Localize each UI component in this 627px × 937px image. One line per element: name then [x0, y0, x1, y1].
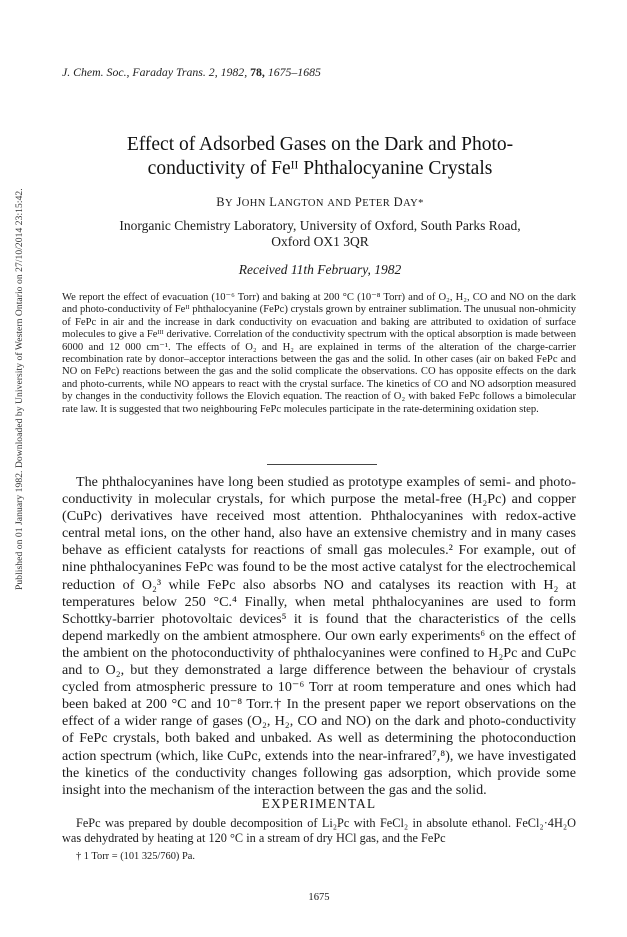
affiliation-line-2: Oxford OX1 3QR — [271, 234, 369, 249]
journal-citation — [62, 65, 321, 80]
paper-title — [70, 133, 570, 181]
journal-year: 1982, — [220, 65, 248, 79]
affiliation-line-1: Inorganic Chemistry Laboratory, University of Oxford, South Parks Road, — [119, 218, 521, 233]
download-watermark — [2, 120, 25, 600]
experimental-section — [62, 816, 576, 845]
journal-pages: 1675–1685 — [267, 65, 321, 79]
journal-volume: 78, — [250, 65, 265, 79]
author-1: JOHN LANGTON — [236, 195, 324, 209]
journal-name: J. Chem. Soc., Faraday Trans. 2, — [62, 65, 218, 79]
introduction-paragraph: The phthalocyanines have long been studied as prototype examples of semi- and photo-conductivity in molecular crystals, for which purpose the metal-free (H₂Pc) and copper (CuPc) derivatives have received most attention. Phthalocyanines with redox-active central metal ions, on the other hand, also have an extensive chemistry and in many cases behave as efficient catalysts for reactions of small gas molecules.² For example, out of nine phthalocyanines FePc was found to be the most active catalyst for the electrochemical reduction of O₂³ while FePc also absorbs NO and catalyses its reaction with H₂ at temperatures below 250 °C.⁴ Finally, when metal phthalocyanines are used to form Schottky-barrier photovoltaic devices⁵ it is found that the characteristics of the cells depend markedly on the ambient atmosphere. Our own early experiments⁶ on the effect of the ambient on the photoconductivity of phthalocyanines were confined to H₂Pc and CuPc and to O₂, but they demonstrated a large difference between the behaviour of crystals cycled from atmospheric pressure to 10⁻⁶ Torr at room temperature and ones which had been baked at 200 °C and 10⁻⁸ Torr.† In the present paper we report observations on the effect of a wider range of gases (O₂, H₂, CO and NO) on the dark and photo-conductivity of FePc crystals, both baked and unbaked. As well as determining the photoconduction action spectrum (which, like CuPc, extends into the near-infrared⁷,⁸), we have investigated the kinetics of the conductivity changes following gas adsorption, which provide some insight into the mechanism of the interaction between the gas and the solid. — [62, 474, 576, 798]
received-date: Received 11th February, 1982 — [238, 262, 402, 277]
author-2: PETER DAY* — [354, 195, 424, 209]
page-number: 1675 — [308, 892, 330, 903]
affiliation — [70, 218, 570, 250]
abstract: We report the effect of evacuation (10⁻⁶ Torr) and baking at 200 °C (10⁻⁸ Torr) and of O₂, H₂, CO and NO on the dark and photo-conductivity of Feᴵᴵ phthalocyanine (FePc) crystals grown by entrainer sublimation. The unusual non-ohmicity of FePc in air and the increase in dark conductivity on evacuation and baking are attributed to oxidation of surface molecules to give a Feᴵᴵᴵ derivative. Correlation of the conductivity spectrum with the optical absorption is made between 6000 and 12 000 cm⁻¹. The effects of O₂ and H₂ are explained in terms of the alteration of the charge-carrier recombination rate by donor–acceptor interactions between the gas and the solid. In other cases (air on baked FePc and NO on FePc) reactions between the gas and the solid complicate the observations. CO has opposite effects on the dark and photo-currents, while NO appears to react with the crystal surface. The kinetics of CO and NO adsorption measured by changes in the conductivity follows the Elovich equation. The reaction of O₂ with baked FePc follows a bimolecular rate law. It is suggested that two neighbouring FePc molecules participate in the rate-determining oxidation step. — [62, 292, 576, 415]
experimental-heading: EXPERIMENTAL — [261, 796, 377, 811]
footnote: † 1 Torr = (101 325/760) Pa. — [76, 851, 195, 862]
byline-and: AND — [327, 198, 352, 209]
byline: BY JOHN LANGTON AND PETER DAY* — [216, 195, 424, 209]
title-line-1: Effect of Adsorbed Gases on the Dark and Photo- — [126, 134, 514, 155]
introduction — [62, 474, 576, 799]
download-watermark-text: Published on 01 January 1982. Downloaded by University of Western Ontario on 27/10/2014 23:15:42. — [14, 188, 25, 590]
title-line-2: conductivity of Feᴵᴵ Phthalocyanine Crystals — [147, 158, 493, 179]
experimental-paragraph: FePc was prepared by double decomposition of Li₂Pc with FeCl₂ in absolute ethanol. FeCl₂·4H₂O was dehydrated by heating at 120 °C in a stream of dry HCl gas, and the FePc — [62, 816, 576, 845]
section-divider — [267, 464, 377, 465]
